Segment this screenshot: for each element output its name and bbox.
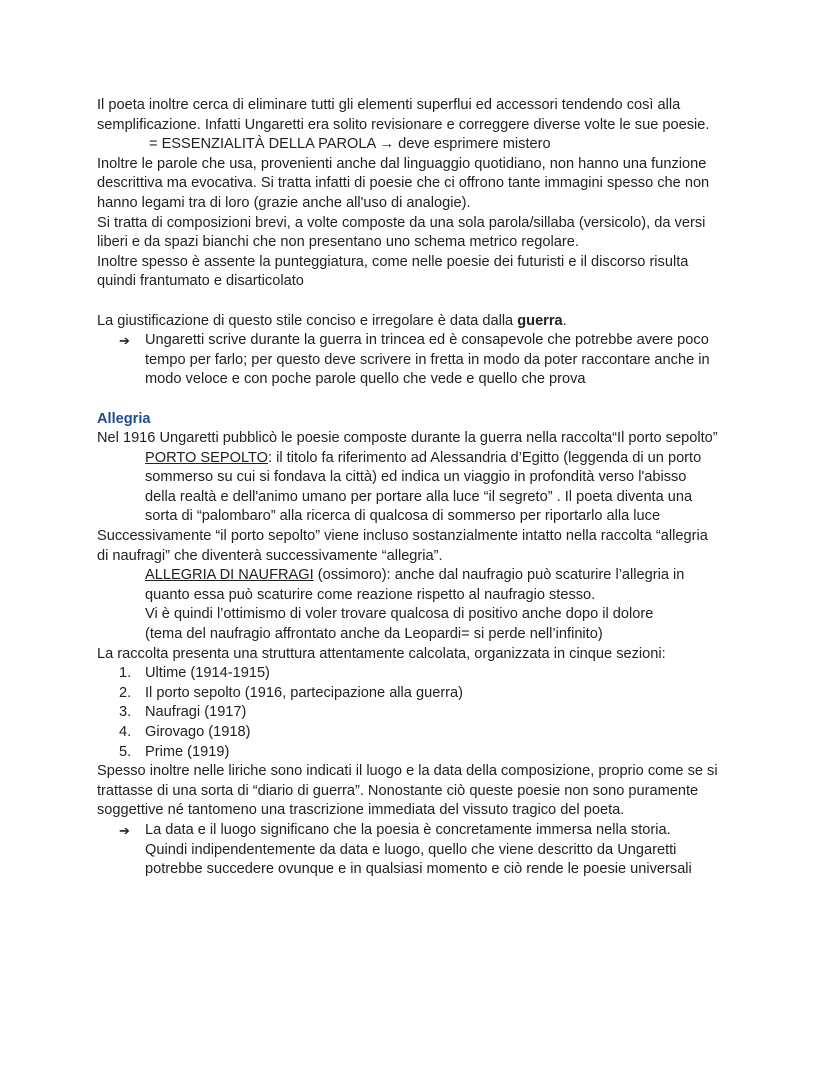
text-line: (tema del naufragio affrontato anche da Leopardi= si perde nell’infinito) [145,626,603,643]
list-number: 1. [119,665,132,682]
section-heading-allegria: Allegria [97,410,151,427]
underlined-porto-sepolto: PORTO SEPOLTO [145,449,269,466]
paragraph-semplificazione [97,96,787,155]
text-line: Ungaretti scrive durante la guerra in trincea ed è consapevole che potrebbe avere poco [145,332,709,349]
text-line: semplificazione. Infatti Ungaretti era solito revisionare e correggere diverse volte le sue poesie. [97,116,710,133]
text-line: Il poeta inoltre cerca di eliminare tutti gli elementi superflui ed accessori tendendo così alla [97,97,681,113]
text-line: Inoltre spesso è assente la punteggiatura, come nelle poesie dei futuristi e il discorso risulta [97,253,689,270]
list-number: 5. [119,743,132,760]
document-page [97,96,787,880]
block-porto-sepolto [97,449,787,527]
text-line: di naufragi” che diventerà successivamente “allegria”. [97,547,443,564]
text-line: tempo per farlo; per questo deve scrivere in fretta in modo da poter raccontare anche in [145,351,710,368]
text-span: La giustificazione di questo stile conciso e irregolare è data dalla [97,312,518,329]
text-line: Inoltre le parole che usa, provenienti anche dal linguaggio quotidiano, non hanno una funzione [97,155,707,172]
bullet-data-luogo [97,821,787,880]
underlined-allegria-di-naufragi: ALLEGRIA DI NAUFRAGI [145,567,314,584]
text-line: Successivamente “il porto sepolto” viene incluso sostanzialmente intatto nella raccolta “allegria [97,528,708,545]
text-line: della realtà e dell'animo umano per portare alla luce “il segreto” . Il poeta diventa una [145,488,693,505]
paragraph-successivamente [97,527,787,566]
list-item [97,703,787,723]
list-number: 3. [119,704,132,721]
text-line: descrittiva ma evocativa. Si tratta infatti di poesie che ci offrono tante immagini spesso che non [97,175,710,192]
text-line: quindi frantumato e disarticolato [97,273,304,290]
text-line: sommerso su cui si fondava la città) ed indica un viaggio in profondità verso l'abisso [145,469,687,486]
arrow-bullet-icon: ➔ [119,333,130,349]
text-line [145,449,787,469]
list-item-text: Girovago (1918) [145,724,251,740]
text-line: Si tratta di composizioni brevi, a volte composte da una sola parola/sillaba (versicolo), da versi [97,214,706,231]
list-item [97,684,787,704]
text-line: quanto essa può scaturire come reazione rispetto al naufragio stesso. [145,586,596,603]
text-line: Vi è quindi l’ottimismo di voler trovare qualcosa di positivo anche dopo il dolore [145,606,654,623]
blank-line [97,390,787,410]
list-item-text: Prime (1919) [145,743,230,760]
text-line: hanno legami tra di loro (grazie anche all'uso di analogie). [97,194,471,211]
block-allegria-di-naufragi [97,566,787,644]
text-line: soggettive né tantomeno una trascrizione immediata del vissuto tragico del poeta. [97,802,625,819]
arrow-bullet-icon: ➔ [119,822,130,838]
text-line: modo veloce e con poche parole quello che vede e quello che prova [145,371,586,388]
paragraph-giustificazione [97,312,787,332]
text-line: La data e il luogo significano che la poesia è concretamente immersa nella storia. [145,821,671,838]
text-line: potrebbe succedere ovunque e in qualsiasi momento e ciò rende le poesie universali [145,861,692,878]
paragraph-1916: Nel 1916 Ungaretti pubblicò le poesie composte durante la guerra nella raccolta“Il porto sepolto” [97,430,718,447]
list-item-text: Naufragi (1917) [145,704,247,721]
text-line: Quindi indipendentemente da data e luogo, quello che viene descritto da Ungaretti [145,841,677,858]
paragraph-struttura: La raccolta presenta una struttura attentamente calcolata, organizzata in cinque sezioni: [97,645,666,662]
list-number: 4. [119,724,132,740]
text-line: trattasse di una sorta di “diario di guerra”. Nonostante ciò queste poesie non sono puramente [97,782,699,799]
text-line-essenzialita: = ESSENZIALITÀ DELLA PAROLA → deve esprimere mistero [149,136,551,153]
blank-line [97,292,787,312]
list-number: 2. [119,684,132,701]
paragraph-diario [97,762,787,821]
list-item-text: Ultime (1914-1915) [145,665,270,682]
sections-list [97,664,787,762]
bullet-trincea [97,331,787,390]
text-span: (ossimoro): anche dal naufragio può scaturire l’allegria in [313,567,685,584]
text-span: . [562,312,567,329]
list-item [97,723,787,743]
text-line: Spesso inoltre nelle liriche sono indicati il luogo e la data della composizione, proprio come se si [97,763,718,780]
list-item [97,664,787,684]
text-line: sorta di “palombaro” alla ricerca di qualcosa di sommerso per riportarlo alla luce [145,508,661,525]
list-item-text: Il porto sepolto (1916, partecipazione alla guerra) [145,684,464,701]
paragraph-parole [97,155,787,292]
text-line: liberi e da spazi bianchi che non presentano uno schema metrico regolare. [97,234,579,251]
text-line [145,566,787,586]
bold-guerra: guerra [517,312,563,329]
list-item [97,743,787,763]
text-span: : il titolo fa riferimento ad Alessandria d’Egitto (leggenda di un porto [268,449,702,466]
